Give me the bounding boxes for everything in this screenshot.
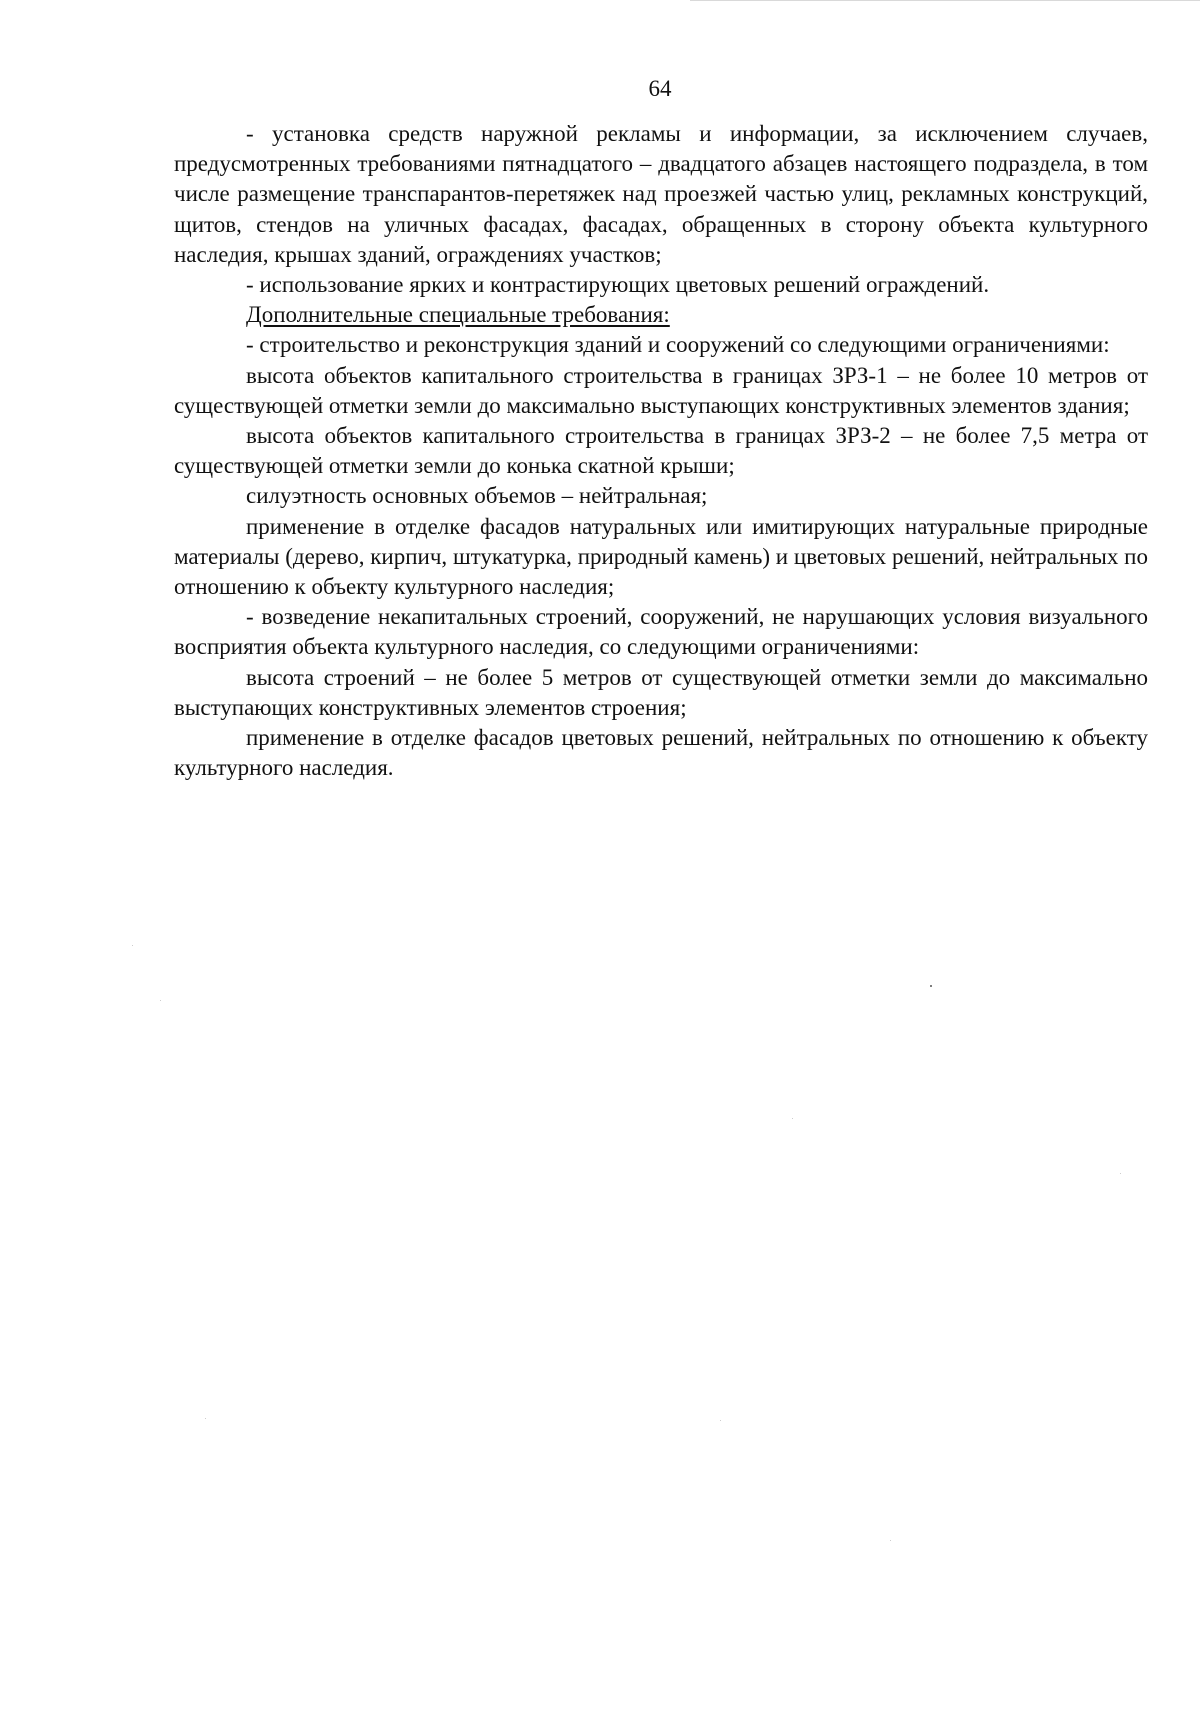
paragraph-facade-colors: применение в отделке фасадов цветовых решений, нейтральных по отношению к объекту культурного наследия. [174, 725, 1148, 781]
section-heading-additional-requirements [174, 300, 1148, 330]
paragraph-height-zrz2: высота объектов капитального строительства в границах ЗРЗ-2 – не более 7,5 метра от существующей отметки земли до конька скатной крыши; [174, 423, 1148, 479]
scan-speck [132, 945, 133, 946]
paragraph-advertising-restriction: - установка средств наружной рекламы и информации, за исключением случаев, предусмотренных требованиями пятнадцатого – двадцатого абзацев настоящего подраздела, в том числе размещение транспарантов-перетяжек над проезжей частью улиц, рекламных конструкций, щитов, стендов на уличных фасадах, фасадах, обращенных в сторону объекта культурного наследия, крышах зданий, ограждениях участков; [174, 121, 1148, 267]
paragraph-fence-colors: - использование ярких и контрастирующих цветовых решений ограждений. [246, 272, 990, 298]
paragraph-structure-height: высота строений – не более 5 метров от существующей отметки земли до максимально выступающих конструктивных элементов строения; [174, 664, 1148, 720]
paragraph-construction-limits: - строительство и реконструкция зданий и сооружений со следующими ограничениями: [246, 332, 1110, 358]
paragraph-temporary-structures: - возведение некапитальных строений, сооружений, не нарушающих условия визуального восприятия объекта культурного наследия, со следующими ограничениями: [174, 604, 1148, 660]
scan-speck [720, 1420, 721, 1421]
paragraph-silhouette: силуэтность основных объемов – нейтральная; [246, 483, 708, 509]
page-number: 64 [648, 76, 672, 101]
scan-speck [160, 1000, 161, 1001]
scan-speck [792, 1118, 793, 1119]
scan-edge-line [690, 0, 1200, 1]
section-heading-text: Дополнительные специальные требования: [246, 302, 670, 328]
paragraph-facade-materials: применение в отделке фасадов натуральных или имитирующих натуральные природные материалы (дерево, кирпич, штукатурка, природный камень) и цветовых решений, нейтральных по отношению к объекту культурного наследия; [174, 513, 1148, 600]
scan-speck [1120, 1173, 1121, 1174]
document-body [174, 119, 1148, 783]
scan-speck [930, 985, 932, 987]
paragraph-height-zrz1: высота объектов капитального строительства в границах ЗРЗ-1 – не более 10 метров от существующей отметки земли до максимально выступающих конструктивных элементов здания; [174, 362, 1148, 418]
scan-speck [890, 1540, 891, 1541]
scan-speck [205, 1418, 206, 1419]
